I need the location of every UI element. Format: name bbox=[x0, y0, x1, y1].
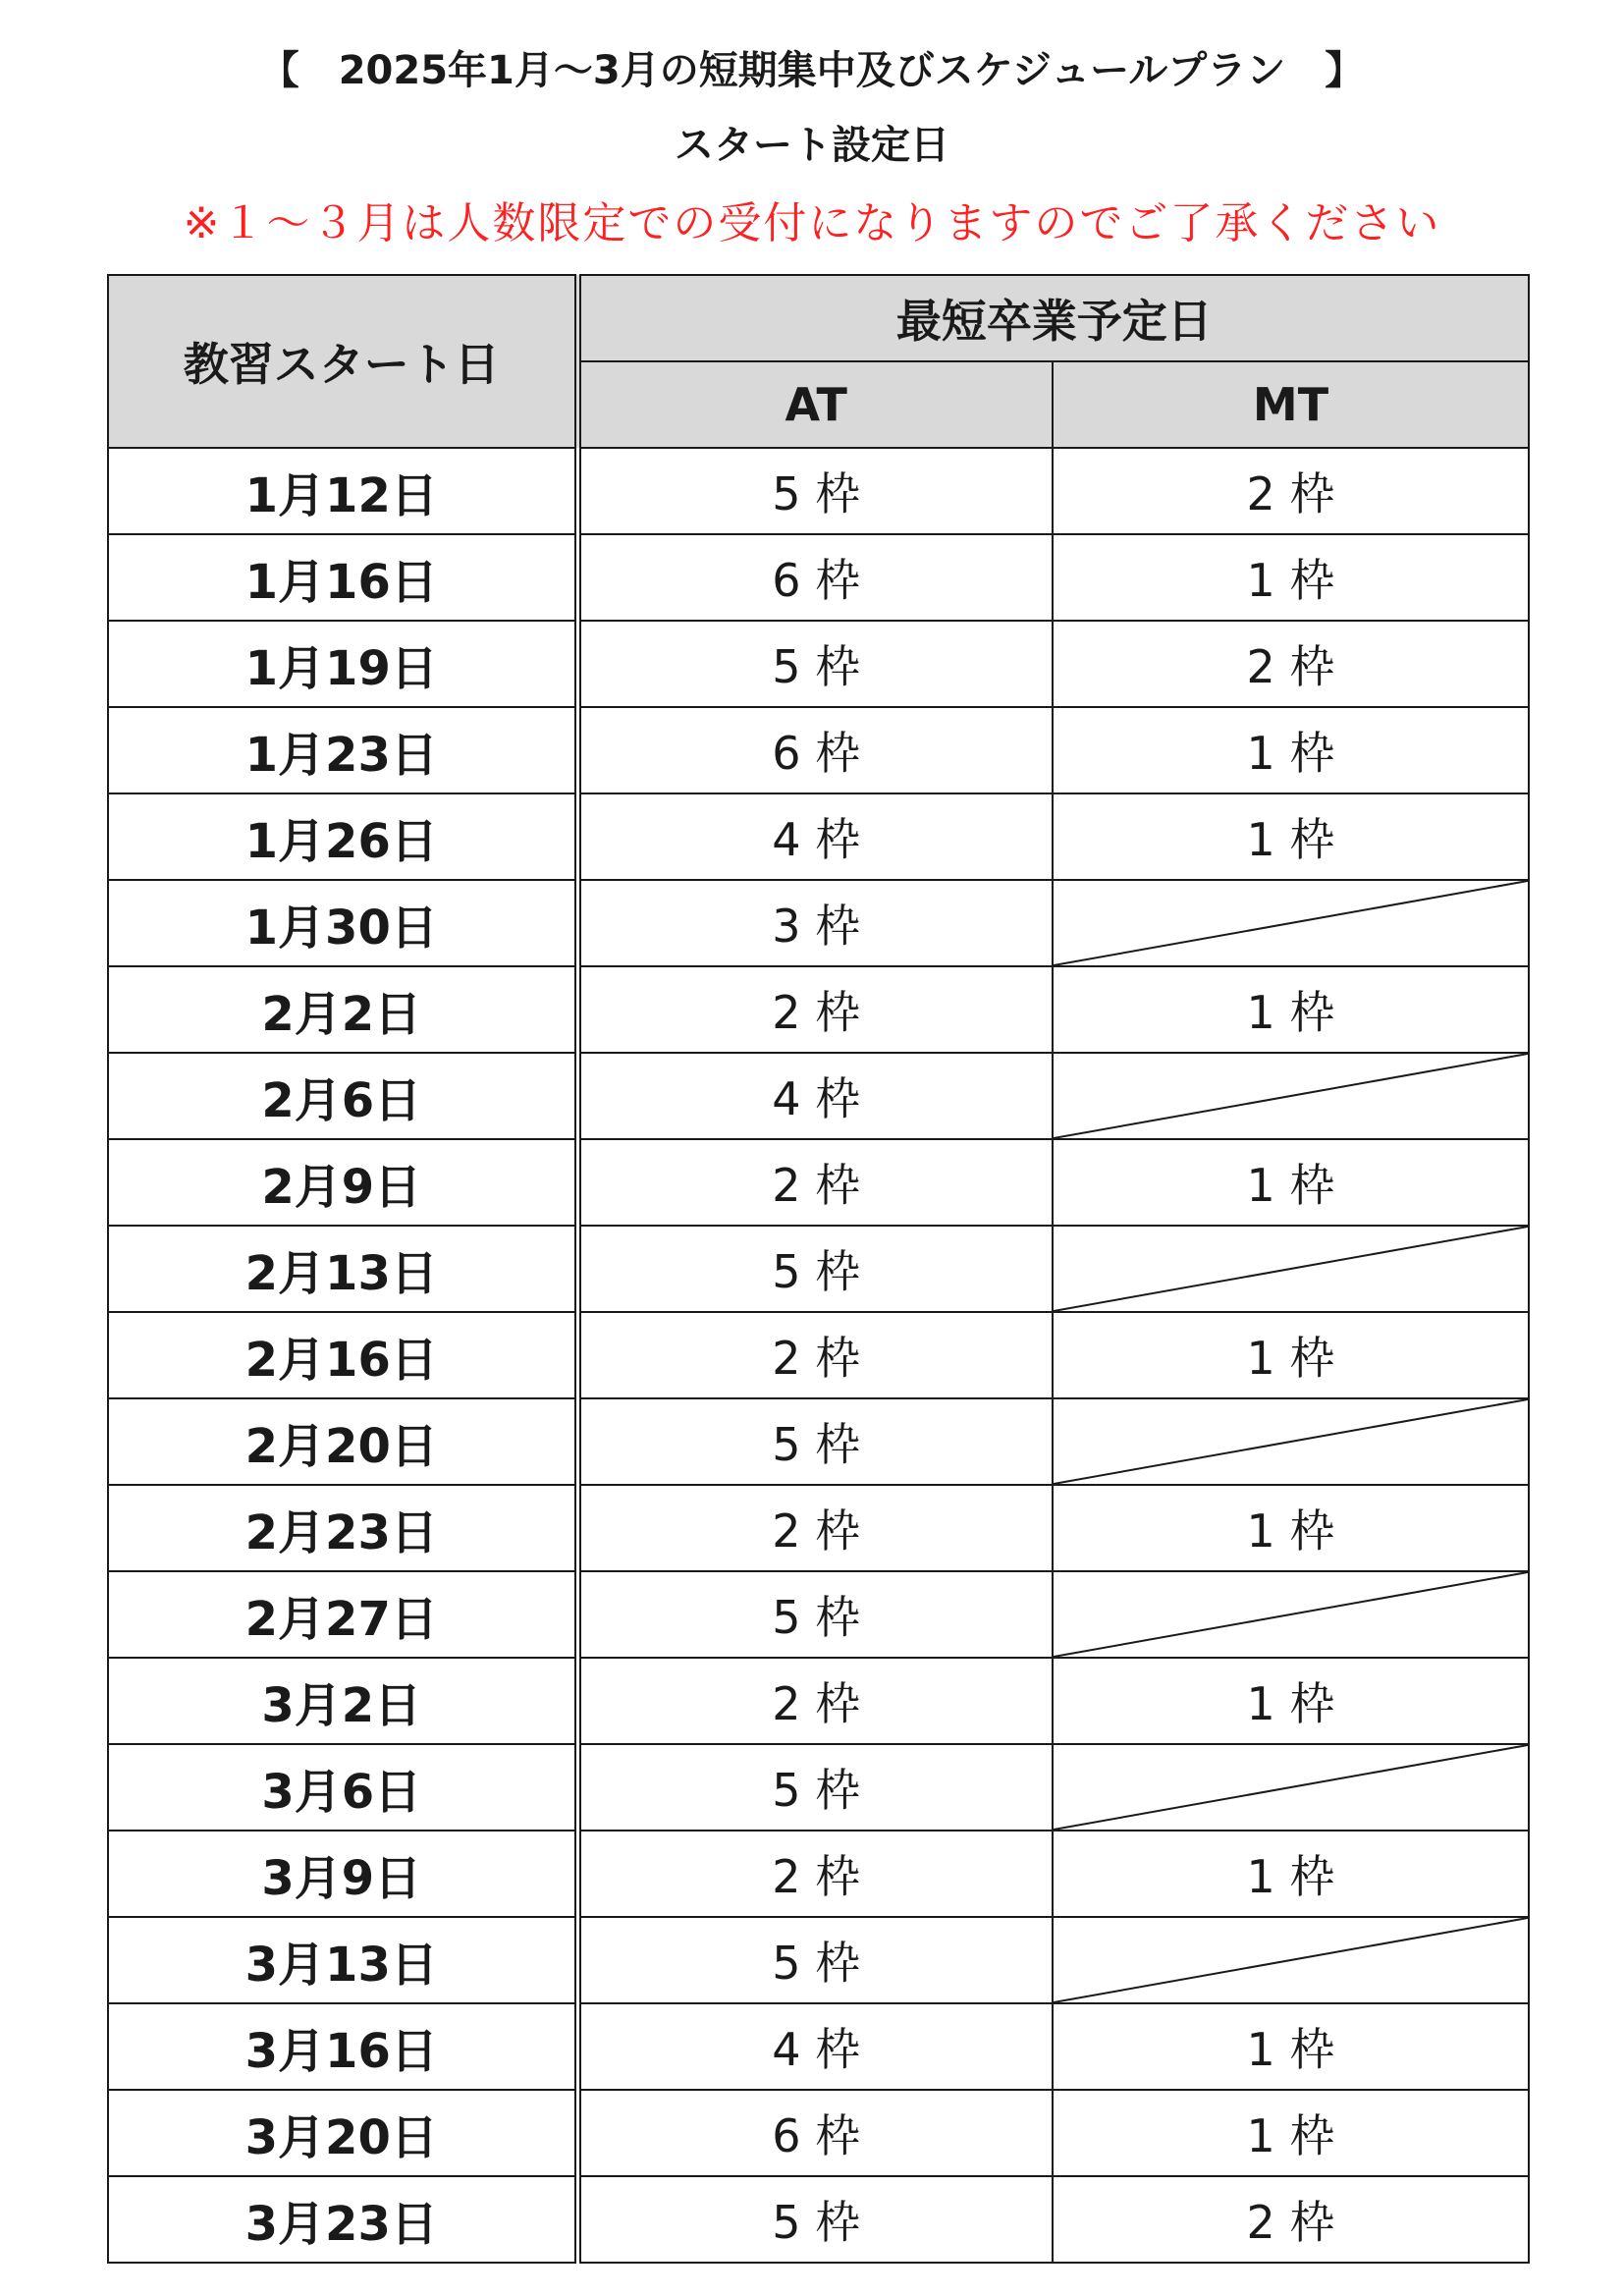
table-row bbox=[108, 880, 1529, 966]
at-slots-cell: 5 枠 bbox=[577, 1226, 1053, 1312]
at-slots-cell: 4 枠 bbox=[577, 793, 1053, 880]
table-row bbox=[108, 1571, 1529, 1658]
table-row bbox=[108, 2090, 1529, 2176]
start-date-cell: 1月19日 bbox=[108, 621, 577, 707]
table-row bbox=[108, 793, 1529, 880]
start-date-cell: 1月12日 bbox=[108, 448, 577, 534]
at-slots-cell: 5 枠 bbox=[577, 1917, 1053, 2003]
table-row bbox=[108, 1053, 1529, 1139]
header-mt: MT bbox=[1053, 361, 1529, 448]
table-row bbox=[108, 621, 1529, 707]
header-start-date: 教習スタート日 bbox=[108, 275, 577, 448]
table-row bbox=[108, 1139, 1529, 1226]
at-slots-cell: 5 枠 bbox=[577, 448, 1053, 534]
start-date-cell: 2月27日 bbox=[108, 1571, 577, 1658]
start-date-cell: 2月9日 bbox=[108, 1139, 577, 1226]
table-row bbox=[108, 1312, 1529, 1398]
start-date-cell: 3月2日 bbox=[108, 1658, 577, 1744]
table-row bbox=[108, 534, 1529, 621]
at-slots-cell: 5 枠 bbox=[577, 1398, 1053, 1485]
table-row bbox=[108, 707, 1529, 793]
at-slots-cell: 2 枠 bbox=[577, 1312, 1053, 1398]
at-slots-cell: 6 枠 bbox=[577, 2090, 1053, 2176]
notice-text: ※１～３月は人数限定での受付になりますのでご了承ください bbox=[183, 198, 1441, 248]
start-date-cell: 3月23日 bbox=[108, 2176, 577, 2263]
at-slots-cell: 2 枠 bbox=[577, 966, 1053, 1053]
at-slots-cell: 5 枠 bbox=[577, 1571, 1053, 1658]
mt-slots-cell: 1 枠 bbox=[1053, 2090, 1529, 2176]
start-date-cell: 3月13日 bbox=[108, 1917, 577, 2003]
mt-slots-cell: 2 枠 bbox=[1053, 448, 1529, 534]
start-date-cell: 2月16日 bbox=[108, 1312, 577, 1398]
start-date-cell: 2月13日 bbox=[108, 1226, 577, 1312]
page-title: 【 2025年1月～3月の短期集中及びスケジュールプラン 】 bbox=[259, 48, 1365, 93]
start-date-cell: 2月20日 bbox=[108, 1398, 577, 1485]
mt-unavailable-cell bbox=[1053, 1571, 1529, 1658]
mt-slots-cell: 1 枠 bbox=[1053, 707, 1529, 793]
start-date-cell: 2月6日 bbox=[108, 1053, 577, 1139]
mt-slots-cell: 1 枠 bbox=[1053, 793, 1529, 880]
header-row bbox=[108, 275, 1529, 361]
table-header bbox=[108, 275, 1529, 448]
table-row bbox=[108, 966, 1529, 1053]
mt-slots-cell: 1 枠 bbox=[1053, 1312, 1529, 1398]
table-row bbox=[108, 1485, 1529, 1571]
diagonal-slash-icon bbox=[1054, 1227, 1528, 1311]
table-row bbox=[108, 1398, 1529, 1485]
page-subtitle: スタート設定日 bbox=[675, 123, 949, 168]
at-slots-cell: 5 枠 bbox=[577, 2176, 1053, 2263]
table-row bbox=[108, 448, 1529, 534]
table-row bbox=[108, 1226, 1529, 1312]
at-slots-cell: 5 枠 bbox=[577, 621, 1053, 707]
mt-slots-cell: 1 枠 bbox=[1053, 1831, 1529, 1917]
mt-unavailable-cell bbox=[1053, 1053, 1529, 1139]
at-slots-cell: 4 枠 bbox=[577, 1053, 1053, 1139]
start-date-cell: 2月2日 bbox=[108, 966, 577, 1053]
diagonal-slash-icon bbox=[1054, 1054, 1528, 1138]
start-date-cell: 1月26日 bbox=[108, 793, 577, 880]
mt-slots-cell: 1 枠 bbox=[1053, 2003, 1529, 2090]
start-date-cell: 1月23日 bbox=[108, 707, 577, 793]
start-date-cell: 3月20日 bbox=[108, 2090, 577, 2176]
mt-unavailable-cell bbox=[1053, 880, 1529, 966]
header-graduation-date: 最短卒業予定日 bbox=[577, 275, 1529, 361]
table-row bbox=[108, 1917, 1529, 2003]
start-date-cell: 2月23日 bbox=[108, 1485, 577, 1571]
mt-slots-cell: 1 枠 bbox=[1053, 534, 1529, 621]
mt-slots-cell: 1 枠 bbox=[1053, 966, 1529, 1053]
at-slots-cell: 3 枠 bbox=[577, 880, 1053, 966]
table-row bbox=[108, 1744, 1529, 1831]
at-slots-cell: 2 枠 bbox=[577, 1831, 1053, 1917]
diagonal-slash-icon bbox=[1054, 1572, 1528, 1657]
at-slots-cell: 2 枠 bbox=[577, 1139, 1053, 1226]
start-date-cell: 1月16日 bbox=[108, 534, 577, 621]
mt-slots-cell: 2 枠 bbox=[1053, 2176, 1529, 2263]
at-slots-cell: 2 枠 bbox=[577, 1485, 1053, 1571]
table-row bbox=[108, 1658, 1529, 1744]
mt-slots-cell: 2 枠 bbox=[1053, 621, 1529, 707]
diagonal-slash-icon bbox=[1054, 1399, 1528, 1484]
schedule-table bbox=[107, 274, 1530, 2264]
at-slots-cell: 6 枠 bbox=[577, 534, 1053, 621]
table-body bbox=[108, 448, 1529, 2263]
start-date-cell: 3月16日 bbox=[108, 2003, 577, 2090]
mt-slots-cell: 1 枠 bbox=[1053, 1139, 1529, 1226]
mt-unavailable-cell bbox=[1053, 1398, 1529, 1485]
at-slots-cell: 6 枠 bbox=[577, 707, 1053, 793]
mt-unavailable-cell bbox=[1053, 1917, 1529, 2003]
diagonal-slash-icon bbox=[1054, 1745, 1528, 1830]
start-date-cell: 3月9日 bbox=[108, 1831, 577, 1917]
table-row bbox=[108, 2003, 1529, 2090]
header-at: AT bbox=[577, 361, 1053, 448]
start-date-cell: 3月6日 bbox=[108, 1744, 577, 1831]
mt-slots-cell: 1 枠 bbox=[1053, 1485, 1529, 1571]
mt-unavailable-cell bbox=[1053, 1744, 1529, 1831]
start-date-cell: 1月30日 bbox=[108, 880, 577, 966]
table-row bbox=[108, 1831, 1529, 1917]
mt-unavailable-cell bbox=[1053, 1226, 1529, 1312]
table-row bbox=[108, 2176, 1529, 2263]
diagonal-slash-icon bbox=[1054, 881, 1528, 965]
at-slots-cell: 5 枠 bbox=[577, 1744, 1053, 1831]
at-slots-cell: 4 枠 bbox=[577, 2003, 1053, 2090]
mt-slots-cell: 1 枠 bbox=[1053, 1658, 1529, 1744]
at-slots-cell: 2 枠 bbox=[577, 1658, 1053, 1744]
diagonal-slash-icon bbox=[1054, 1918, 1528, 2002]
